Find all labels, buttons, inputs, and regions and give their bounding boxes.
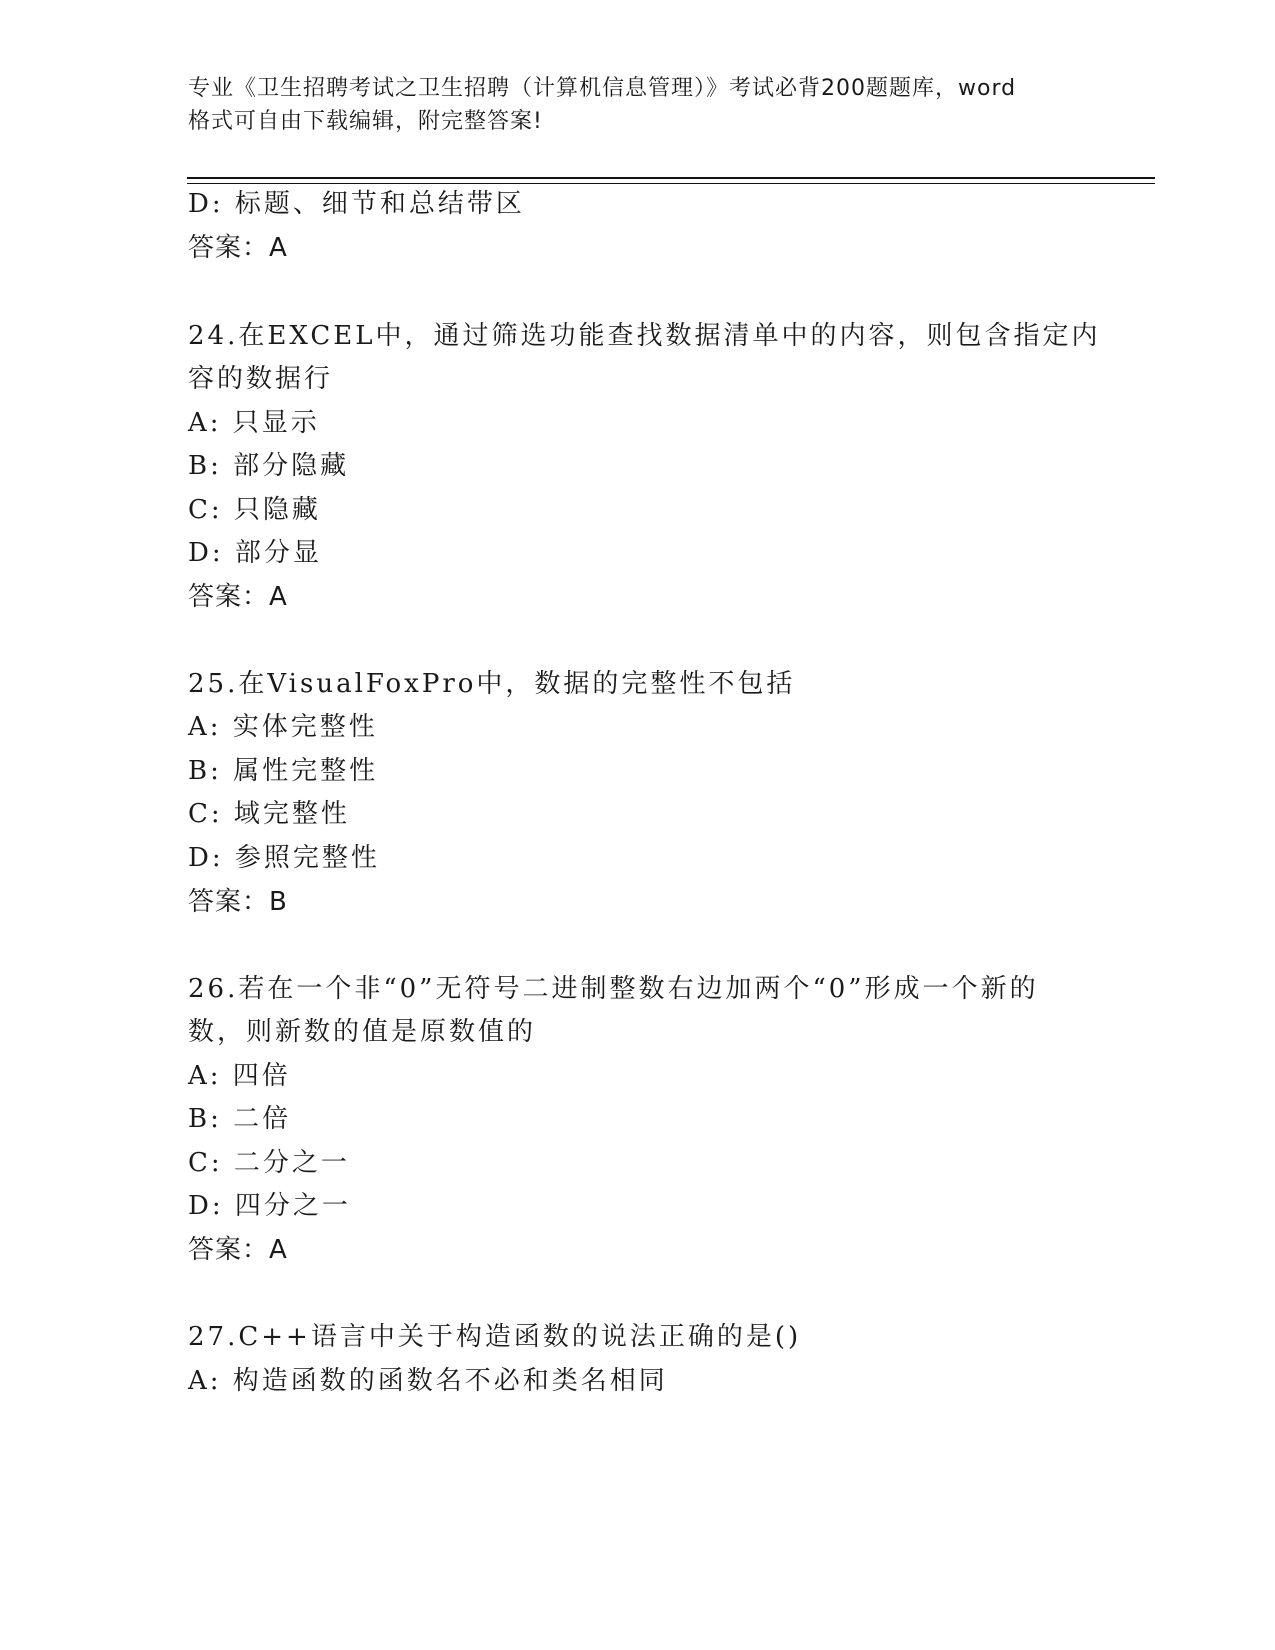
q26-option-c: C: 二分之一	[188, 1148, 350, 1178]
document-header	[188, 72, 1088, 138]
header-divider-thin	[187, 183, 1155, 184]
q26-stem-line-1: 26.若在一个非“0”无符号二进制整数右边加两个“0”形成一个新的	[188, 974, 1039, 1004]
q23-option-d: D: 标题、细节和总结带区	[188, 189, 525, 219]
q26-answer: 答案：A	[188, 1235, 288, 1265]
q26-option-b: B: 二倍	[188, 1104, 292, 1134]
q25-option-c: C: 域完整性	[188, 799, 350, 829]
q24-option-d: D: 部分显	[188, 538, 322, 568]
q27-stem: 27.C++语言中关于构造函数的说法正确的是()	[188, 1322, 802, 1352]
q24-stem-line-2: 容的数据行	[188, 364, 334, 394]
q26-option-d: D: 四分之一	[188, 1191, 351, 1221]
header-title-line-1: 专业《卫生招聘考试之卫生招聘（计算机信息管理）》考试必背200题题库，word	[188, 76, 1017, 101]
q24-option-a: A: 只显示	[188, 408, 320, 438]
q25-option-a: A: 实体完整性	[188, 712, 378, 742]
header-divider-thick	[187, 177, 1155, 179]
q25-answer: 答案：B	[188, 887, 288, 917]
q27-option-a: A: 构造函数的函数名不必和类名相同	[188, 1366, 668, 1396]
q26-stem-line-2: 数，则新数的值是原数值的	[188, 1017, 537, 1047]
q24-stem-line-1: 24.在EXCEL中，通过筛选功能查找数据清单中的内容，则包含指定内	[188, 321, 1101, 351]
q23-answer: 答案：A	[188, 233, 288, 263]
q24-option-c: C: 只隐藏	[188, 495, 321, 525]
header-title-line-2: 格式可自由下载编辑，附完整答案!	[188, 109, 543, 134]
q26-option-a: A: 四倍	[188, 1061, 291, 1091]
q24-answer: 答案：A	[188, 582, 288, 612]
q25-stem: 25.在VisualFoxPro中，数据的完整性不包括	[188, 669, 796, 699]
q25-option-b: B: 属性完整性	[188, 756, 379, 786]
q24-option-b: B: 部分隐藏	[188, 451, 350, 481]
q25-option-d: D: 参照完整性	[188, 843, 380, 873]
